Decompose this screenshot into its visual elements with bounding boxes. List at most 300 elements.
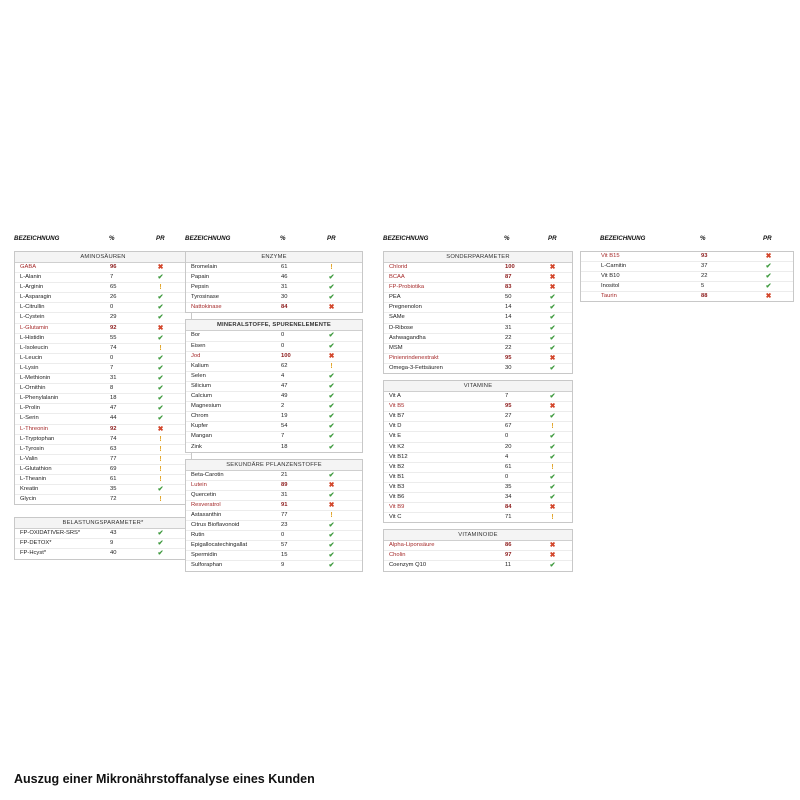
- row-label: Tyrosinase: [191, 294, 220, 301]
- check-icon: ✔: [328, 542, 335, 550]
- header-pr: PR: [156, 235, 165, 242]
- table-row: [384, 541, 572, 551]
- check-icon: ✔: [157, 486, 164, 494]
- row-label: Vit B10: [601, 273, 620, 280]
- row-percent: 31: [505, 324, 512, 331]
- check-icon: ✔: [328, 403, 335, 411]
- check-icon: ✔: [157, 395, 164, 403]
- table-row: [384, 392, 572, 402]
- exclamation-icon: !: [159, 475, 162, 483]
- table-pflanzenstoffe: [185, 459, 363, 572]
- row-percent: 100: [505, 264, 515, 270]
- table-row: [186, 392, 362, 402]
- table-row: [15, 455, 191, 465]
- row-label: Pregnenolon: [389, 304, 422, 311]
- table-row: [384, 283, 572, 293]
- exclamation-icon: !: [551, 463, 554, 471]
- cross-icon: ✖: [328, 304, 335, 312]
- row-label: Vit K2: [389, 443, 405, 450]
- table-row: [15, 394, 191, 404]
- table-row: [186, 331, 362, 341]
- check-icon: ✔: [157, 540, 164, 548]
- row-percent: 29: [110, 314, 117, 321]
- exclamation-icon: !: [159, 455, 162, 463]
- row-label: Glycin: [20, 496, 37, 503]
- check-icon: ✔: [157, 375, 164, 383]
- row-percent: 84: [281, 304, 288, 311]
- exclamation-icon: !: [159, 445, 162, 453]
- row-label: Rutin: [191, 532, 205, 539]
- row-label: Kupfer: [191, 423, 209, 430]
- check-icon: ✔: [157, 550, 164, 558]
- table-row: [384, 263, 572, 273]
- table-row: [384, 273, 572, 283]
- row-label: Bor: [191, 332, 201, 339]
- row-percent: 15: [281, 552, 288, 559]
- row-percent: 95: [505, 403, 512, 410]
- row-percent: 62: [281, 362, 288, 369]
- row-label: Astaxanthin: [191, 511, 222, 518]
- row-label: L-Methionin: [20, 375, 51, 382]
- table-row: [186, 541, 362, 551]
- table-row: [186, 481, 362, 491]
- table-row: [384, 364, 572, 373]
- row-percent: 30: [505, 364, 512, 371]
- row-label: Quercetin: [191, 491, 217, 498]
- row-label: L-Tryptophan: [20, 435, 55, 442]
- table-row: [15, 414, 191, 424]
- row-percent: 77: [281, 511, 288, 518]
- row-label: L-Citrullin: [20, 304, 45, 311]
- table-row: [15, 404, 191, 414]
- section-title: BELASTUNGSPARAMETER*: [15, 518, 191, 529]
- row-percent: 96: [110, 264, 117, 270]
- row-label: Coenzym Q10: [389, 562, 427, 569]
- row-percent: 55: [110, 334, 117, 341]
- row-label: L-Ornithin: [20, 385, 46, 392]
- row-percent: 0: [505, 433, 509, 440]
- row-percent: 91: [281, 501, 288, 508]
- cross-icon: ✖: [549, 264, 556, 271]
- table-row: [15, 465, 191, 475]
- check-icon: ✔: [328, 532, 335, 540]
- row-label: Kalium: [191, 362, 209, 369]
- table-row: [186, 293, 362, 303]
- row-percent: 21: [281, 471, 288, 478]
- row-label: Jod: [191, 352, 201, 359]
- check-icon: ✔: [328, 522, 335, 530]
- cross-icon: ✖: [157, 264, 164, 271]
- section-title: ENZYME: [186, 252, 362, 263]
- row-label: D-Ribose: [389, 324, 414, 331]
- table-row: [186, 432, 362, 442]
- check-icon: ✔: [328, 443, 335, 451]
- exclamation-icon: !: [330, 264, 333, 271]
- row-percent: 0: [281, 532, 285, 539]
- row-percent: 100: [281, 352, 291, 359]
- table-row: [15, 364, 191, 374]
- row-percent: 14: [505, 304, 512, 311]
- table-row: [581, 282, 793, 292]
- row-percent: 71: [505, 514, 512, 521]
- row-label: L-Tyrosin: [20, 445, 44, 452]
- row-label: Selen: [191, 372, 206, 379]
- row-percent: 92: [110, 425, 117, 432]
- check-icon: ✔: [328, 274, 335, 282]
- row-percent: 47: [110, 405, 117, 412]
- row-label: Ashwagandha: [389, 334, 426, 341]
- cross-icon: ✖: [549, 284, 556, 292]
- row-percent: 61: [281, 264, 288, 270]
- exclamation-icon: !: [551, 423, 554, 431]
- table-row: [581, 272, 793, 282]
- section-title: VITAMINOIDE: [384, 530, 572, 541]
- table-row: [384, 513, 572, 522]
- row-percent: 22: [701, 273, 708, 280]
- row-percent: 40: [110, 550, 117, 557]
- table-row: [384, 422, 572, 432]
- table-vitaminoide: [383, 529, 573, 571]
- table-row: [186, 412, 362, 422]
- row-percent: 67: [505, 423, 512, 430]
- table-row: [384, 334, 572, 344]
- table-row: [186, 501, 362, 511]
- row-label: L-Prolin: [20, 405, 40, 412]
- row-label: Vit C: [389, 514, 402, 521]
- row-label: BCAA: [389, 274, 405, 281]
- row-label: L-Leucin: [20, 354, 43, 361]
- cross-icon: ✖: [328, 352, 335, 360]
- row-percent: 7: [505, 393, 509, 400]
- cross-icon: ✖: [549, 354, 556, 362]
- cross-icon: ✖: [765, 253, 772, 260]
- row-label: Pepsin: [191, 284, 209, 291]
- row-label: L-Glutamin: [20, 324, 49, 331]
- row-percent: 23: [281, 522, 288, 529]
- row-label: Omega-3-Fettsäuren: [389, 364, 443, 371]
- table-row: [15, 384, 191, 394]
- row-percent: 7: [110, 364, 114, 371]
- row-label: Spermidin: [191, 552, 218, 559]
- row-label: Vit B12: [389, 453, 408, 460]
- row-percent: 31: [110, 375, 117, 382]
- header-percent: %: [280, 235, 286, 242]
- table-row: [15, 539, 191, 549]
- header-name: BEZEICHNUNG: [600, 235, 646, 242]
- table-row: [186, 491, 362, 501]
- table-row: [15, 354, 191, 364]
- table-row: [384, 293, 572, 303]
- row-label: Vit D: [389, 423, 402, 430]
- check-icon: ✔: [549, 393, 556, 401]
- row-label: Vit B9: [389, 504, 405, 511]
- row-label: Kreatin: [20, 486, 39, 493]
- row-label: Vit B5: [389, 403, 405, 410]
- table-row: [384, 473, 572, 483]
- row-label: Resveratrol: [191, 501, 221, 508]
- row-percent: 22: [505, 344, 512, 351]
- row-percent: 97: [505, 552, 512, 559]
- table-row: [186, 531, 362, 541]
- row-label: SAMe: [389, 314, 405, 321]
- row-percent: 0: [281, 332, 285, 339]
- table-row: [15, 313, 191, 323]
- row-percent: 83: [505, 284, 512, 291]
- check-icon: ✔: [549, 304, 556, 312]
- table-row: [186, 352, 362, 362]
- row-percent: 93: [701, 253, 708, 259]
- check-icon: ✔: [549, 483, 556, 491]
- header-pr: PR: [763, 235, 772, 242]
- column-header: [383, 233, 561, 245]
- table-belastungsparameter: [14, 517, 192, 559]
- row-label: L-Phenylalanin: [20, 395, 59, 402]
- cross-icon: ✖: [328, 501, 335, 509]
- table-row: [186, 561, 362, 570]
- check-icon: ✔: [549, 453, 556, 461]
- table-row: [186, 263, 362, 273]
- row-label: GABA: [20, 264, 37, 270]
- check-icon: ✔: [549, 344, 556, 352]
- row-label: Mangan: [191, 433, 212, 440]
- check-icon: ✔: [549, 562, 556, 570]
- row-label: Vit B6: [389, 493, 405, 500]
- table-row: [581, 262, 793, 272]
- table-row: [384, 443, 572, 453]
- header-name: BEZEICHNUNG: [14, 235, 60, 242]
- row-label: Vit E: [389, 433, 402, 440]
- row-percent: 46: [281, 274, 288, 281]
- table-row: [186, 471, 362, 481]
- row-percent: 0: [281, 342, 285, 349]
- exclamation-icon: !: [330, 511, 333, 519]
- row-label: Sulforaphan: [191, 562, 223, 569]
- cross-icon: ✖: [549, 542, 556, 550]
- check-icon: ✔: [328, 382, 335, 390]
- section-title: SEKUNDÄRE PFLANZENSTOFFE: [186, 460, 362, 471]
- check-icon: ✔: [549, 314, 556, 322]
- row-percent: 31: [281, 284, 288, 291]
- check-icon: ✔: [157, 385, 164, 393]
- cross-icon: ✖: [328, 481, 335, 489]
- row-percent: 35: [505, 483, 512, 490]
- check-icon: ✔: [328, 332, 335, 340]
- table-row: [186, 342, 362, 352]
- row-label: PEA: [389, 294, 401, 301]
- row-percent: 27: [505, 413, 512, 420]
- row-percent: 0: [505, 473, 509, 480]
- table-mineralstoffe: [185, 319, 363, 452]
- row-percent: 35: [110, 486, 117, 493]
- table-row: [384, 402, 572, 412]
- header-name: BEZEICHNUNG: [383, 235, 429, 242]
- check-icon: ✔: [765, 263, 772, 271]
- row-percent: 61: [505, 463, 512, 470]
- row-percent: 43: [110, 530, 117, 537]
- check-icon: ✔: [328, 552, 335, 560]
- row-label: Papain: [191, 274, 210, 281]
- check-icon: ✔: [157, 405, 164, 413]
- row-percent: 50: [505, 294, 512, 301]
- row-label: Nattokinase: [191, 304, 222, 311]
- row-label: Chrom: [191, 413, 209, 420]
- check-icon: ✔: [157, 294, 164, 302]
- exclamation-icon: !: [159, 465, 162, 473]
- cross-icon: ✖: [157, 324, 164, 332]
- row-percent: 18: [281, 443, 288, 450]
- check-icon: ✔: [157, 415, 164, 423]
- row-label: Pinienrindenextrakt: [389, 354, 439, 361]
- table-row: [15, 425, 191, 435]
- row-label: Alpha-Liponsäure: [389, 542, 435, 549]
- header-pr: PR: [327, 235, 336, 242]
- row-label: L-Asparagin: [20, 294, 52, 301]
- row-label: Silicium: [191, 382, 211, 389]
- section-title: AMINOSÄUREN: [15, 252, 191, 263]
- table-row: [15, 303, 191, 313]
- row-percent: 49: [281, 393, 288, 400]
- exclamation-icon: !: [159, 284, 162, 292]
- row-label: Vit B2: [389, 463, 405, 470]
- row-percent: 31: [281, 491, 288, 498]
- row-percent: 44: [110, 415, 117, 422]
- row-label: Citrus Bioflavonoid: [191, 522, 240, 529]
- row-label: L-Lysin: [20, 364, 39, 371]
- header-name: BEZEICHNUNG: [185, 235, 231, 242]
- row-percent: 88: [701, 293, 708, 300]
- table-row: [15, 445, 191, 455]
- check-icon: ✔: [328, 423, 335, 431]
- row-percent: 89: [281, 481, 288, 488]
- table-row: [15, 263, 191, 273]
- row-percent: 2: [281, 403, 285, 410]
- table-row: [384, 344, 572, 354]
- row-percent: 63: [110, 445, 117, 452]
- row-label: Zink: [191, 443, 202, 450]
- table-row: [15, 435, 191, 445]
- row-label: L-Arginin: [20, 284, 44, 291]
- check-icon: ✔: [549, 364, 556, 372]
- table-aminosaeuren: [14, 251, 192, 505]
- row-label: Taurin: [601, 293, 617, 300]
- table-row: [186, 521, 362, 531]
- row-percent: 61: [110, 475, 117, 482]
- row-percent: 92: [110, 324, 117, 331]
- check-icon: ✔: [549, 443, 556, 451]
- row-label: Vit B1: [389, 473, 405, 480]
- exclamation-icon: !: [159, 344, 162, 352]
- row-label: L-Alanin: [20, 274, 42, 281]
- row-label: FP-DETOX*: [20, 540, 52, 547]
- table-row: [15, 273, 191, 283]
- table-row: [15, 529, 191, 539]
- row-label: Beta-Carotin: [191, 471, 224, 478]
- row-percent: 30: [281, 294, 288, 301]
- table-row: [384, 483, 572, 493]
- check-icon: ✔: [328, 372, 335, 380]
- column-1: [14, 233, 192, 560]
- row-percent: 74: [110, 435, 117, 442]
- table-row: [186, 422, 362, 432]
- header-percent: %: [109, 235, 115, 242]
- row-percent: 57: [281, 542, 288, 549]
- row-percent: 34: [505, 493, 512, 500]
- row-percent: 7: [110, 274, 114, 281]
- cross-icon: ✖: [549, 504, 556, 512]
- row-label: L-Threonin: [20, 425, 49, 432]
- column-3: [383, 233, 561, 572]
- check-icon: ✔: [157, 314, 164, 322]
- row-percent: 86: [505, 542, 512, 549]
- row-percent: 37: [701, 263, 708, 270]
- row-label: L-Glutathion: [20, 465, 52, 472]
- table-row: [15, 495, 191, 504]
- row-label: FP-Probiotika: [389, 284, 425, 291]
- check-icon: ✔: [157, 530, 164, 538]
- row-label: Vit B3: [389, 483, 405, 490]
- column-4: [580, 233, 772, 302]
- row-percent: 54: [281, 423, 288, 430]
- row-percent: 95: [505, 354, 512, 361]
- table-row: [384, 561, 572, 570]
- row-label: Calcium: [191, 393, 212, 400]
- column-header: [580, 233, 772, 245]
- row-label: L-Carnitin: [601, 263, 627, 270]
- row-percent: 4: [505, 453, 509, 460]
- check-icon: ✔: [549, 334, 556, 342]
- table-row: [581, 292, 793, 301]
- row-label: FP-Hcyst*: [20, 550, 47, 557]
- table-row: [186, 402, 362, 412]
- table-row: [15, 485, 191, 495]
- table-row: [186, 511, 362, 521]
- row-percent: 8: [110, 385, 114, 392]
- check-icon: ✔: [328, 433, 335, 441]
- row-percent: 87: [505, 274, 512, 281]
- row-label: L-Theanin: [20, 475, 47, 482]
- section-title: MINERALSTOFFE, SPURENELEMENTE: [186, 320, 362, 331]
- table-row: [384, 432, 572, 442]
- table-row: [15, 374, 191, 384]
- row-label: L-Isoleucin: [20, 344, 49, 351]
- check-icon: ✔: [328, 491, 335, 499]
- row-label: Lutein: [191, 481, 207, 488]
- row-label: Bromelain: [191, 264, 218, 270]
- table-row: [186, 273, 362, 283]
- row-label: Vit B15: [601, 253, 620, 259]
- row-percent: 47: [281, 382, 288, 389]
- check-icon: ✔: [157, 334, 164, 342]
- row-percent: 0: [110, 304, 114, 311]
- row-percent: 4: [281, 372, 285, 379]
- row-label: Chlorid: [389, 264, 408, 270]
- check-icon: ✔: [549, 493, 556, 501]
- row-label: Eisen: [191, 342, 206, 349]
- row-label: Magnesium: [191, 403, 221, 410]
- row-percent: 72: [110, 496, 117, 503]
- table-row: [384, 354, 572, 364]
- row-label: Vit B7: [389, 413, 405, 420]
- row-percent: 77: [110, 455, 117, 462]
- check-icon: ✔: [549, 413, 556, 421]
- column-2: [185, 233, 363, 572]
- row-label: Cholin: [389, 552, 406, 559]
- row-percent: 20: [505, 443, 512, 450]
- table-row: [384, 303, 572, 313]
- table-row: [581, 252, 793, 262]
- check-icon: ✔: [328, 342, 335, 350]
- table-row: [384, 463, 572, 473]
